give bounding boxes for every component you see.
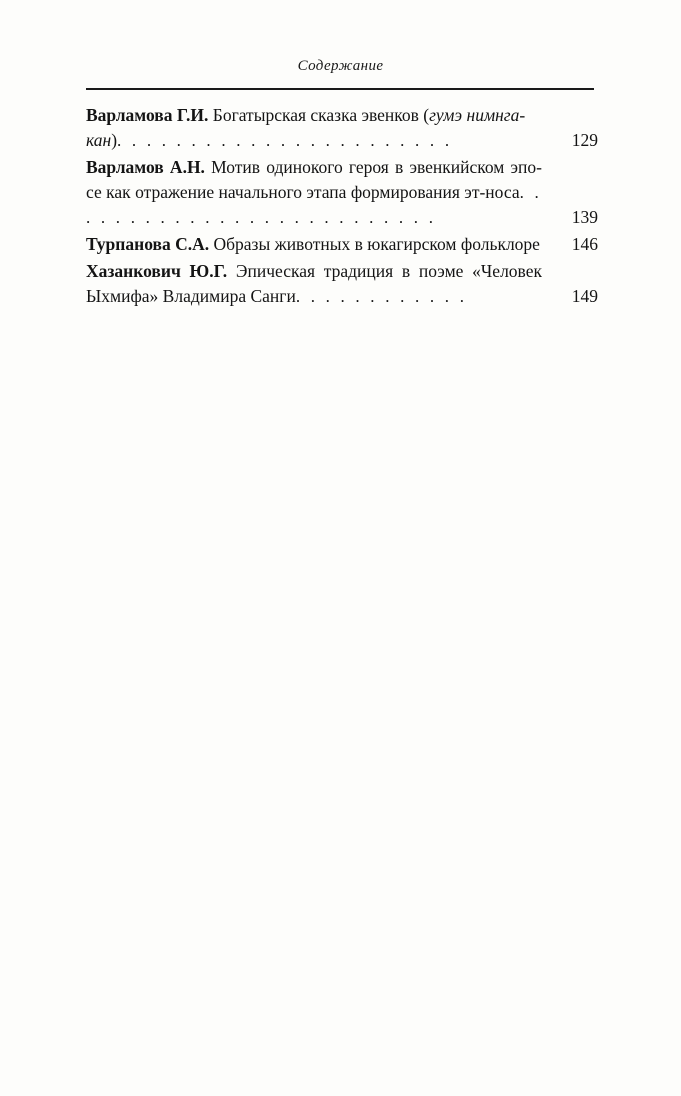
toc-entry-title: Образы животных в юкагирском фольклоре: [209, 234, 540, 254]
toc-entry-author: Хазанкович Ю.Г.: [86, 261, 228, 281]
toc-entry-text: [86, 103, 598, 153]
toc-entry-title: Богатырская сказка эвенков (: [208, 105, 430, 125]
toc-entry-title: Эпическая традиция в поэме «Человек Ыхмифа» Владимира Санги: [86, 261, 542, 306]
header-rule: [86, 88, 594, 90]
toc-entry-text: [86, 259, 598, 309]
toc-entry[interactable]: [86, 259, 598, 309]
toc-page-number: 129: [571, 130, 598, 150]
toc-page-number: 146: [571, 234, 598, 254]
running-head: Содержание: [297, 58, 384, 74]
toc-entry-author: Турпанова С.А.: [86, 234, 210, 254]
toc-entry[interactable]: [86, 103, 598, 153]
table-of-contents: [86, 103, 598, 311]
toc-entry[interactable]: [86, 232, 598, 257]
toc-leader-dots: . . . . . . . . . . . . . . . . . . . . . . . . . .: [86, 183, 542, 227]
toc-entry-title-italic: гумэ нимнга-: [429, 105, 526, 125]
toc-entry-text: [86, 155, 598, 230]
toc-entry-title-end: ): [111, 130, 118, 150]
toc-entry-text: [86, 232, 598, 257]
toc-leader-dots: . . . . . . . . . . . .: [295, 287, 468, 306]
toc-entry-title-italic-cont: кан: [86, 130, 112, 150]
toc-entry-author: Варламов А.Н.: [86, 157, 205, 177]
toc-entry-title: Мотив одинокого героя в эвенкийском эпо-се как отражение начального этапа формирования эт-носа: [86, 157, 542, 202]
toc-entry[interactable]: [86, 155, 598, 230]
toc-page-number: 149: [571, 286, 598, 306]
toc-leader-dots: . . . . . . . . . . . . . . . . . . . . . . .: [117, 131, 453, 150]
toc-entry-author: Варламова Г.И.: [86, 105, 209, 125]
toc-page-number: 139: [571, 207, 598, 227]
